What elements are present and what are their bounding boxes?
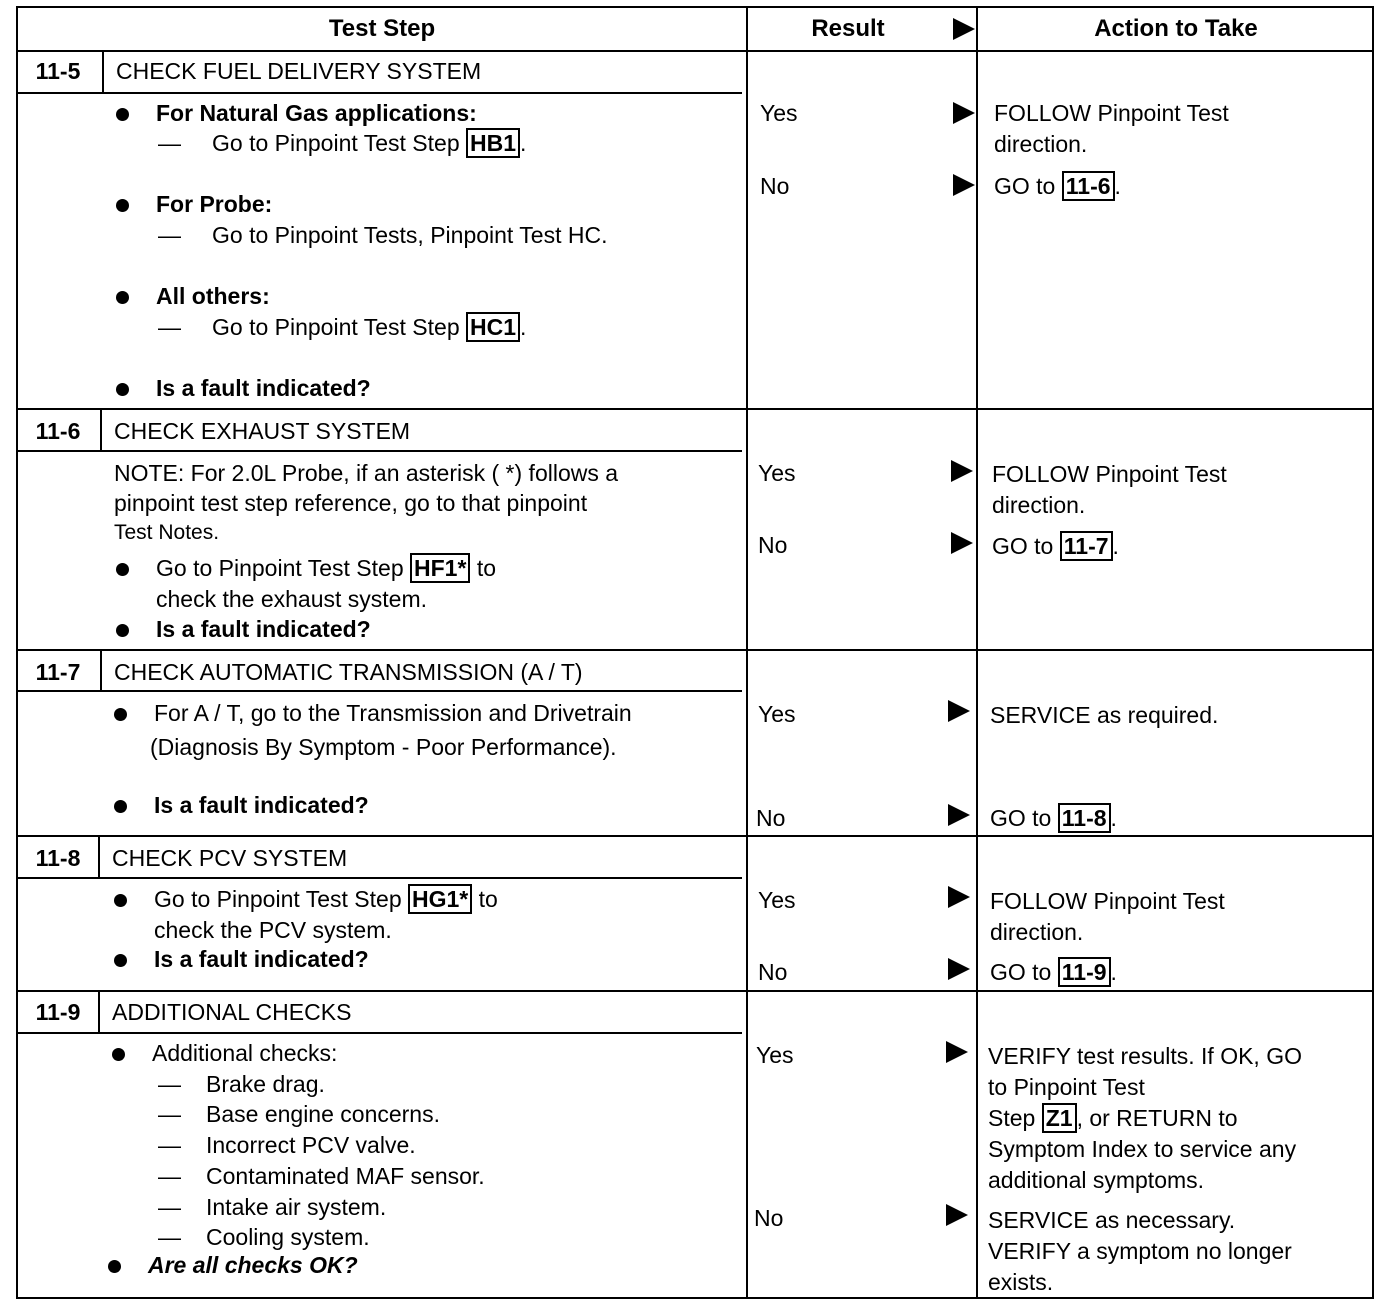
row-divider — [18, 835, 1372, 837]
dash-icon: — — [158, 1194, 181, 1220]
step-title: CHECK FUEL DELIVERY SYSTEM — [116, 58, 482, 84]
action-no: GO to 11-8 . — [990, 805, 1117, 831]
ref-box: HB1 — [466, 128, 520, 158]
result-no: No — [760, 173, 790, 199]
result-yes: Yes — [758, 887, 796, 913]
arrow-icon — [948, 958, 970, 980]
ref-box: 11-9 — [1058, 957, 1111, 987]
step-title-underline — [18, 690, 742, 692]
check-item: Intake air system. — [206, 1194, 387, 1220]
step-note: pinpoint test step reference, go to that pinpoint — [114, 490, 588, 516]
column-divider-result — [746, 8, 748, 1297]
ref-box: HF1* — [410, 553, 470, 583]
step-line: For Probe: — [156, 191, 273, 217]
header-action: Action to Take — [1094, 15, 1258, 42]
step-title: CHECK PCV SYSTEM — [112, 845, 348, 871]
step-number: 11-6 — [35, 418, 81, 444]
bullet-icon — [112, 1048, 125, 1061]
header-result: Result — [811, 15, 885, 42]
dash-icon: — — [158, 314, 181, 340]
action-no: GO to 11-6 . — [994, 173, 1121, 199]
arrow-icon — [951, 460, 973, 482]
dash-icon: — — [158, 130, 181, 156]
bullet-icon — [116, 624, 129, 637]
result-yes: Yes — [758, 701, 796, 727]
step-title-underline — [18, 450, 742, 452]
dash-icon: — — [158, 1071, 181, 1097]
result-no: No — [754, 1205, 784, 1231]
bullet-icon — [114, 800, 127, 813]
bullet-icon — [116, 108, 129, 121]
step-num-divider — [98, 835, 100, 877]
header-arrow-icon — [953, 18, 975, 40]
action-no: GO to 11-7 . — [992, 533, 1119, 559]
check-item: Incorrect PCV valve. — [206, 1132, 416, 1158]
arrow-icon — [951, 532, 973, 554]
step-title: CHECK EXHAUST SYSTEM — [114, 418, 411, 444]
step-line: check the exhaust system. — [156, 586, 428, 612]
step-number: 11-8 — [35, 845, 81, 871]
step-line: For A / T, go to the Transmission and Drivetrain — [154, 700, 632, 726]
result-yes: Yes — [756, 1042, 794, 1068]
step-line: Go to Pinpoint Test Step HB1 . — [212, 130, 527, 156]
step-title-underline — [18, 92, 742, 94]
arrow-icon — [948, 886, 970, 908]
step-line: Go to Pinpoint Test Step HC1 . — [212, 314, 527, 340]
arrow-icon — [948, 700, 970, 722]
step-question: Is a fault indicated? — [154, 792, 369, 818]
step-num-divider — [100, 649, 102, 690]
arrow-icon — [953, 102, 975, 124]
check-item: Cooling system. — [206, 1224, 370, 1250]
step-question: Is a fault indicated? — [156, 375, 371, 401]
row-divider — [18, 408, 1372, 410]
step-line: (Diagnosis By Symptom - Poor Performance). — [150, 734, 617, 760]
step-title: ADDITIONAL CHECKS — [112, 999, 352, 1025]
step-line: For Natural Gas applications: — [156, 100, 477, 126]
ref-box: 11-7 — [1060, 531, 1113, 561]
arrow-icon — [946, 1204, 968, 1226]
row-divider — [18, 649, 1372, 651]
step-line: check the PCV system. — [154, 917, 392, 943]
action-yes: FOLLOW Pinpoint Test direction. — [994, 100, 1229, 157]
row-divider — [18, 990, 1372, 992]
action-yes: VERIFY test results. If OK, GO to Pinpoint Test Step Z1 , or RETURN to Symptom Index to service any additional symptoms. — [988, 1043, 1302, 1193]
step-question: Is a fault indicated? — [154, 946, 369, 972]
dash-icon: — — [158, 222, 181, 248]
ref-box: HC1 — [466, 312, 520, 342]
step-title: CHECK AUTOMATIC TRANSMISSION (A / T) — [114, 659, 583, 685]
dash-icon: — — [158, 1224, 181, 1250]
step-line: Additional checks: — [152, 1040, 338, 1066]
step-num-divider — [100, 408, 102, 450]
bullet-icon — [116, 199, 129, 212]
step-line: Go to Pinpoint Test Step HF1* to — [156, 555, 496, 581]
bullet-icon — [114, 954, 127, 967]
step-num-divider — [102, 50, 104, 92]
action-no: SERVICE as necessary. VERIFY a symptom no longer exists. — [988, 1207, 1292, 1295]
action-yes: SERVICE as required. — [990, 702, 1219, 728]
step-line: Go to Pinpoint Test Step HG1* to — [154, 886, 498, 912]
step-line: All others: — [156, 283, 270, 309]
dash-icon: — — [158, 1132, 181, 1158]
header-divider — [18, 50, 1372, 52]
step-note: NOTE: For 2.0L Probe, if an asterisk ( *) follows a — [114, 460, 619, 486]
column-divider-action — [976, 8, 978, 1297]
result-no: No — [756, 805, 786, 831]
check-item: Contaminated MAF sensor. — [206, 1163, 485, 1189]
result-no: No — [758, 959, 788, 985]
step-line: Go to Pinpoint Tests, Pinpoint Test HC. — [212, 222, 608, 248]
step-question: Are all checks OK? — [148, 1252, 358, 1278]
diagnostic-table — [16, 6, 1374, 1299]
bullet-icon — [116, 383, 129, 396]
dash-icon: — — [158, 1163, 181, 1189]
step-title-underline — [18, 877, 742, 879]
step-num-divider — [98, 990, 100, 1032]
arrow-icon — [948, 804, 970, 826]
bullet-icon — [114, 894, 127, 907]
arrow-icon — [953, 174, 975, 196]
result-no: No — [758, 532, 788, 558]
action-yes: FOLLOW Pinpoint Test direction. — [992, 461, 1227, 518]
step-note: Test Notes. — [114, 521, 220, 544]
result-yes: Yes — [758, 460, 796, 486]
bullet-icon — [116, 291, 129, 304]
dash-icon: — — [158, 1101, 181, 1127]
bullet-icon — [114, 708, 127, 721]
result-yes: Yes — [760, 100, 798, 126]
bullet-icon — [116, 563, 129, 576]
ref-box: 11-8 — [1058, 803, 1111, 833]
ref-box: Z1 — [1042, 1103, 1077, 1133]
action-no: GO to 11-9 . — [990, 959, 1117, 985]
action-yes: FOLLOW Pinpoint Test direction. — [990, 888, 1225, 945]
step-number: 11-7 — [35, 659, 81, 685]
bullet-icon — [108, 1260, 121, 1273]
check-item: Base engine concerns. — [206, 1101, 440, 1127]
ref-box: 11-6 — [1062, 171, 1115, 201]
step-title-underline — [18, 1032, 742, 1034]
arrow-icon — [946, 1041, 968, 1063]
step-number: 11-5 — [35, 58, 81, 84]
header-test-step: Test Step — [328, 15, 436, 42]
step-question: Is a fault indicated? — [156, 616, 371, 642]
step-number: 11-9 — [35, 999, 81, 1025]
check-item: Brake drag. — [206, 1071, 325, 1097]
ref-box: HG1* — [408, 884, 472, 914]
